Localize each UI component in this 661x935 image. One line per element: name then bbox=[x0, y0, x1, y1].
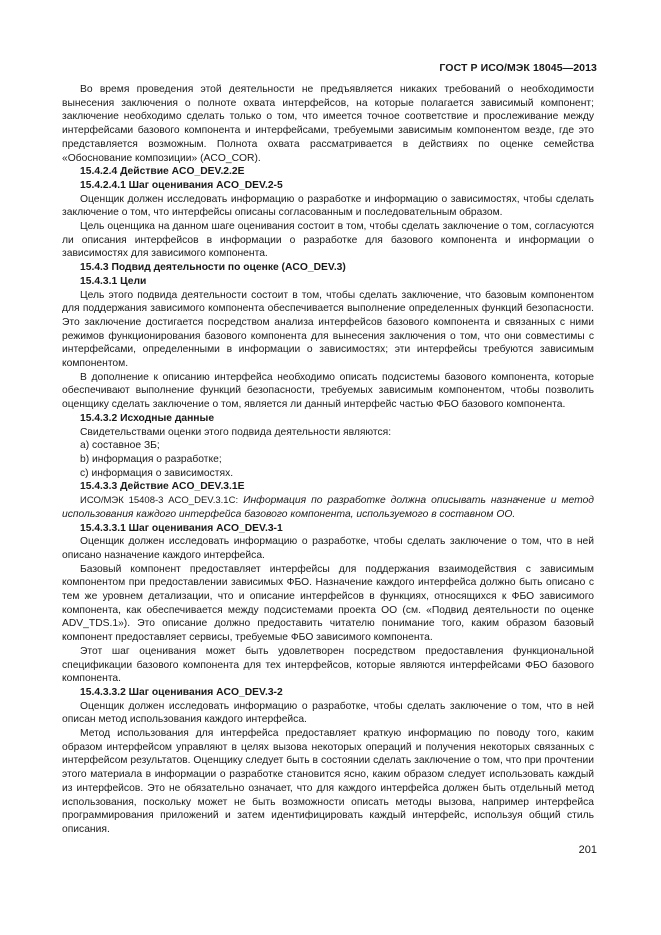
page-number: 201 bbox=[578, 844, 597, 856]
body-paragraph: Этот шаг оценивания может быть удовлетворен посредством предоставления функциональной спецификации базового компонента для тех интерфейсов, которые являются интерфейсами ФБО базового компонента. bbox=[62, 645, 594, 685]
body-paragraph: Оценщик должен исследовать информацию о разработке и информацию о зависимостях, чтобы сделать заключение о том, что интерфейсы описаны согласованным и последовательным образом. bbox=[62, 193, 594, 219]
body-paragraph: Во время проведения этой деятельности не предъявляется никаких требований о необходимости вынесения заключения о полноте охвата интерфейсов, на которые полагается зависимый компонент; заключение необходимо сделать только о том, что имеется точное соответствие и прослеживание между интерфейсами базового компонента и интерфейсами, требуемыми зависимым компонентом везде, где это представляется возможным. Полнота охвата рассматривается в действиях по оценке семейства «Обоснование композиции» (ACO_COR). bbox=[62, 84, 594, 164]
section-heading: 15.4.3 Подвид деятельности по оценке (ACO_DEV.3) bbox=[80, 262, 346, 274]
reference-text: Информация по разработке должна описывать назначение и метод использования каждого интерфейса базового компонента, используемого в составном ОО. bbox=[62, 495, 594, 520]
list-item: b) информация о разработке; bbox=[80, 453, 222, 465]
body-paragraph: Цель этого подвида деятельности состоит в том, чтобы сделать заключение, что базовым компонентом для поддержания зависимого компонента обеспечивается выполнение определенных функций безопасности. Это заключение достигается посредством анализа интерфейсов базового компонента и связанных с ними режимов функционирования базового компонента для вынесения заключения о том, что они совместимы с интерфейсами, определенными в информации о зависимостях; эти интерфейсы требуются зависимым компонентом. bbox=[62, 289, 594, 370]
section-heading: 15.4.2.4 Действие ACO_DEV.2.2E bbox=[80, 166, 245, 178]
page-body bbox=[62, 83, 594, 837]
standard-reference-note bbox=[62, 494, 594, 521]
body-paragraph: Цель оценщика на данном шаге оценивания состоит в том, чтобы сделать заключение о том, согласуются ли описания интерфейсов в информации о разработке для базового компонента и информации о зависимостях для зависимого компонента. bbox=[62, 221, 594, 260]
section-heading: 15.4.3.1 Цели bbox=[80, 275, 147, 287]
section-heading: 15.4.3.3.1 Шаг оценивания ACO_DEV.3-1 bbox=[80, 522, 283, 534]
document-header: ГОСТ Р ИСО/МЭК 18045—2013 bbox=[439, 62, 597, 74]
section-heading: 15.4.3.2 Исходные данные bbox=[80, 412, 215, 424]
list-item: c) информация о зависимостях. bbox=[80, 467, 234, 479]
body-paragraph: В дополнение к описанию интерфейса необходимо описать подсистемы базового компонента, которые обеспечивают выполнение функций безопасности, требуемых зависимым компонентом, чтобы позволить оценщику сделать заключение о том, является ли данный интерфейс частью ФБО базового компонента. bbox=[62, 371, 594, 411]
standard-reference: ИСО/МЭК 15408-3 ACO_DEV.3.1C: bbox=[80, 495, 239, 507]
body-paragraph: Метод использования для интерфейса предоставляет краткую информацию по поводу того, каким образом интерфейсом управляют в целях вызова некоторых операций и получения некоторых связанных с интерфейсом результатов. Оценщику следует быть в состоянии сделать заключение о том, что при прочтении этого материала в информации о разработке становится ясно, каким образом следует использовать каждый из интерфейсов. Это не обязательно означает, что для каждого интерфейса должен быть отдельный метод использования, поскольку может не быть возможности описать методы вызова, например интерфейса программирования приложений и затем идентифицировать каждый интерфейс, используя общий стиль описания. bbox=[62, 728, 594, 835]
body-paragraph: Оценщик должен исследовать информацию о разработке, чтобы сделать заключение о том, что в ней описано назначение каждого интерфейса. bbox=[62, 536, 594, 561]
section-heading: 15.4.2.4.1 Шаг оценивания ACO_DEV.2-5 bbox=[80, 179, 283, 191]
body-paragraph: Базовый компонент предоставляет интерфейсы для поддержания взаимодействия с зависимым компонентом при предоставлении зависимых ФБО. Назначение каждого интерфейса должно быть описано с тем же уровнем детализации, что и описание интерфейсов в функциях, относящихся к ФБО зависимого компонента, как обеспечивается между подсистемами проекта ОО (см. «Подвид деятельности по оценке ADV_TDS.1»). Это описание должно предоставить читателю понимание того, каким образом базовый компонент предоставляет сервисы, требуемые ФБО зависимого компонента. bbox=[62, 563, 594, 644]
section-heading: 15.4.3.3.2 Шаг оценивания ACO_DEV.3-2 bbox=[80, 686, 283, 698]
section-heading: 15.4.3.3 Действие ACO_DEV.3.1E bbox=[80, 481, 245, 493]
list-item: a) составное ЗБ; bbox=[80, 440, 160, 452]
body-paragraph: Оценщик должен исследовать информацию о разработке, чтобы сделать заключение о том, что в ней описан метод использования каждого интерфейса. bbox=[62, 700, 594, 726]
body-paragraph: Свидетельствами оценки этого подвида деятельности являются: bbox=[80, 426, 392, 438]
